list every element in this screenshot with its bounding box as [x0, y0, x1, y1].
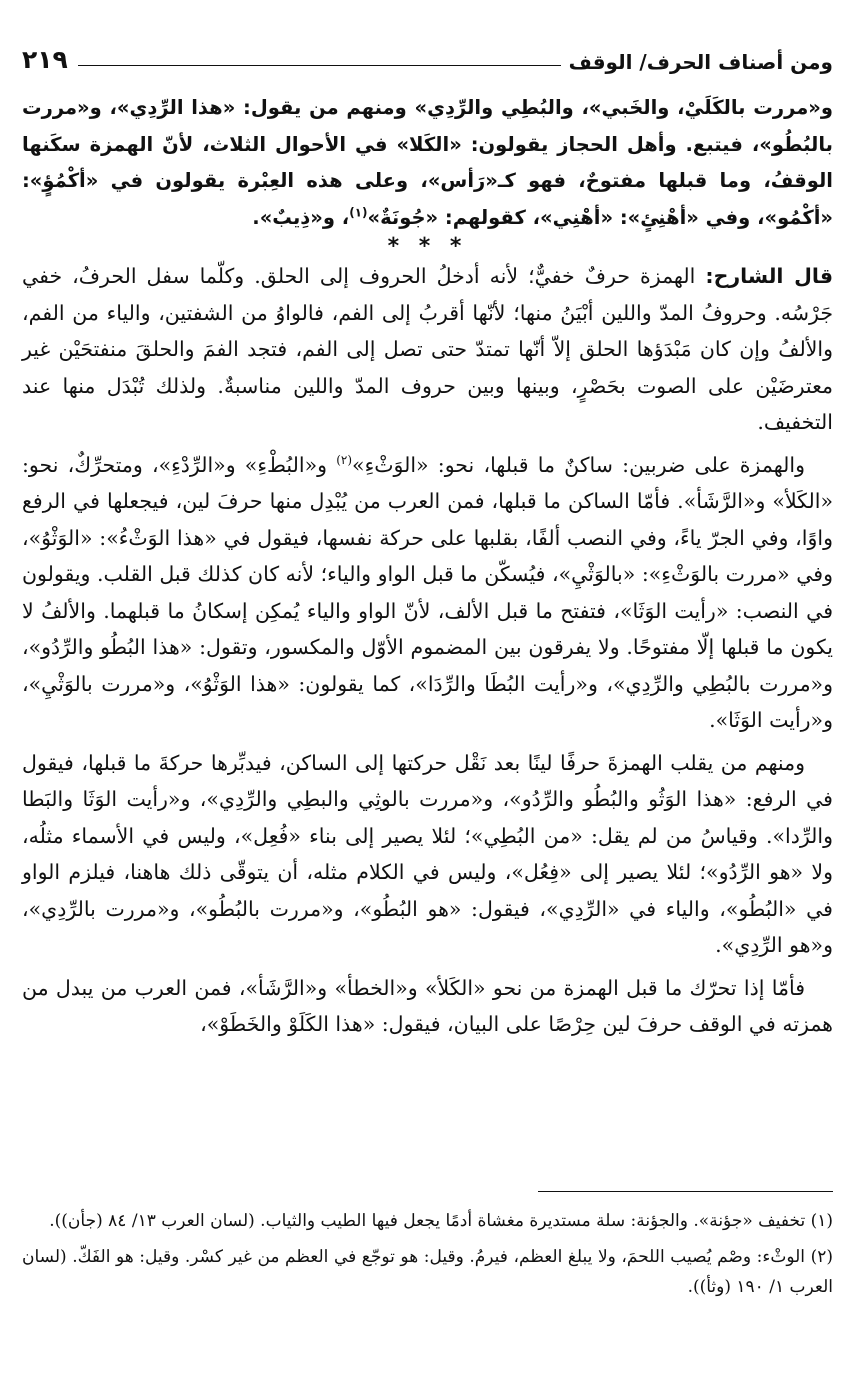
main-text	[22, 90, 833, 1043]
paragraph-2: الهمزة حرفٌ خفيٌّ؛ لأنه أدخلُ الحروف إلى الحلق. وكلّما سفل الحرفُ، خفي جَرْسُه. وحروفُ المدّ واللين أبْيَنُ منها؛ لأنّها أقربُ إلى الفم، فالواوُ من الشفتين، والياء من الفم، والألفُ وإن كان مَبْدَؤها الحلق إلاّ أنّها تمتدّ حتى تصل إلى الفم، فتجد الفمَ والحلقَ منفتحَيْن غير معترضَيْن على الصوت بحَصْرٍ، وبينها وبين حروف المدّ واللين مناسبةٌ. ولذلك تُبْدَل منها عند التخفيف.	[22, 264, 833, 434]
page-header	[22, 34, 833, 74]
commentator-label: قال الشارح:	[705, 264, 833, 288]
paragraph-1-end: ، و«ذِيبٌ».	[252, 205, 350, 229]
footnote-1: (١) تخفيف «جؤنة». والجؤنة: سلة مستديرة مغشاة أدمًا يجعل فيها الطيب والثياب. (لسان العرب ١٣/ ٨٤ (جأن)).	[49, 1211, 833, 1231]
page-number: ٢١٩	[22, 45, 68, 74]
paragraph-1: و«مررت بالكَلَيْ، والخَبي»، والبُطِي والرِّدِي» ومنهم من يقول: «هذا الرِّدِي»، و«مررت بالبُطُو»، فيتبع. وأهل الحجاز يقولون: «الكَلا» في الأحوال الثلاث، لأنّ الهمزة سكَنها الوقفُ، وما قبلها مفتوحٌ، فهو كـ«رَأس»، وعلى هذه العِبْرة يقولون في «أكْمُؤٍ»: «أكْمُو»، وفي «أهْنِئٍ»: «أهْنِي»، كقولهم: «جُونَةٌ»	[22, 96, 833, 229]
footnote-ref-1[interactable]: (١)	[349, 205, 368, 219]
footnote-ref-2[interactable]: (٢)	[336, 452, 353, 467]
footnote-2: (٢) الوثْء: وصْم يُصيب اللحمَ، ولا يبلغ العظم، فيرمُ. وقيل: هو توجّع في العظم من غير كسْر. وقيل: هو الفَكّ. (لسان العرب ١/ ١٩٠ (وثأ)).	[22, 1247, 833, 1297]
footnotes	[22, 1206, 833, 1308]
section-separator: * * *	[387, 234, 468, 259]
paragraph-3a: والهمزة على ضربين: ساكنٌ ما قبلها، نحو: «الوَثْءِ»	[352, 452, 805, 477]
footnote-separator	[538, 1191, 833, 1192]
paragraph-5: فأمّا إذا تحرّك ما قبل الهمزة من نحو «الكَلأ» و«الخطأ» و«الرَّشَأ»، فمن العرب من يبدل من همزته في الوقف حرفَ لين حِرْصًا على البيان، فيقول: «هذا الكَلَوْ والخَطَوْ»،	[22, 975, 833, 1036]
paragraph-commentary	[22, 258, 833, 441]
header-rule	[78, 65, 561, 66]
paragraph-3-block	[22, 447, 833, 739]
paragraph-text-matn	[22, 90, 833, 236]
paragraph-4: ومنهم من يقلب الهمزةَ حرفًا لينًا بعد نَقْل حركتها إلى الساكن، فيدبِّرها حركةَ ما قبلها، فيقول في الرفع: «هذا الوَثُو والبُطُو والرِّدُو»، و«مررت بالوثِي والبطِي والرِّدِي»، و«رأيت الوَثَا والبَطا والرِّدا». وقياسُ من لم يقل: «من البُطِي»؛ لئلا يصير إلى بناء «فُعِل»، وليس في الأسماء مثلُه، ولا «هو الرِّدُو»؛ لئلا يصير إلى «فِعُل»، وليس في الكلام مثله، أن يتوقّى ذلك هاهنا، فيلزم الواو في «البُطُو»، والياء في «الرِّدِي»، فيقول: «هو البُطُو»، و«مررت بالبُطُو»، و«مررت بالرِّدِي»، و«هو الرِّدِي».	[22, 750, 833, 957]
running-title: ومن أصناف الحرف/ الوقف	[568, 50, 833, 74]
paragraph-3b: و«البُطْءِ» و«الرِّدْءِ»، ومتحرِّكٌ، نحو: «الكَلأ» و«الرَّشَأ». فأمّا الساكن ما قبلها، فمن العرب من يُبْدِل منها حرفَ لين، فيجعلها في الرفع واوًا، وفي الجرّ ياءً، وفي النصب ألفًا، بقلبها على حركة نفسها، فيقول في «هذا الوَثْءُ»: «الوَثْوُ»، وفي «مررت بالوَثْءِ»: «بالوَثْيِ»، فيُسكّن ما قبل الواو والياء؛ لأنه كان كذلك قبل القلب. ويقولون في النصب: «رأيت الوَثَا»، فتفتح ما قبل الألف، لأنّ الواو والياء يُمكِن إسكانُ ما قبلهما. والألفُ لا يكون ما قبلها إلّا مفتوحًا. ولا يفرقون بين المضموم الأوّل والمكسور، وتقول: «هذا البُطُو والرِّدُو»، و«مررت بالبُطِي والرِّدِي»، و«رأيت البُطَا والرِّدَا»، كما يقولون: «هذا الوَثْوُ»، و«مررت بالوَثْيِ»، و«رأيت الوَثَا».	[22, 452, 833, 732]
